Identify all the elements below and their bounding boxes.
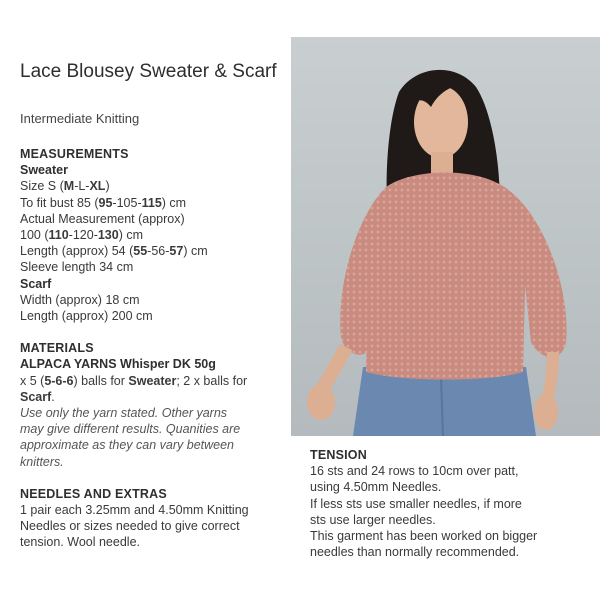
model-photo-illustration xyxy=(291,37,600,436)
sweater-heading: Sweater xyxy=(20,163,68,178)
model-photo xyxy=(291,37,600,436)
bust-line: To fit bust 85 (95-105-115) cm xyxy=(20,195,187,210)
yarn-quantity: x 5 (5-6-6) balls for Sweater; 2 x balls for xyxy=(20,373,248,388)
scarf-heading: Scarf xyxy=(20,276,52,291)
sleeve-length-line: Sleeve length 34 cm xyxy=(20,260,134,275)
yarn-note: Use only the yarn stated. Other yarns may give different results. Quanities are approximate as they can vary between knitters. xyxy=(20,406,241,469)
needles-heading: NEEDLES AND EXTRAS xyxy=(20,486,167,501)
tension-line: This garment has been worked on bigger xyxy=(310,529,538,544)
size-line: Size S (M-L-XL) xyxy=(20,179,110,194)
yarn-quantity-cont: Scarf. xyxy=(20,389,55,404)
actual-measurement-label: Actual Measurement (approx) xyxy=(20,211,185,226)
tension-line: If less sts use smaller needles, if more xyxy=(310,496,522,511)
needles-text: 1 pair each 3.25mm and 4.50mm Knitting Needles or sizes needed to give correct tension. Wool needle. xyxy=(20,503,249,550)
tension-heading: TENSION xyxy=(310,448,367,462)
scarf-width-line: Width (approx) 18 cm xyxy=(20,292,140,307)
skill-level: Intermediate Knitting xyxy=(20,111,140,126)
tension-line: needles than normally recommended. xyxy=(310,545,520,560)
actual-measurement-line: 100 (110-120-130) cm xyxy=(20,228,144,243)
tension-line: sts use larger needles. xyxy=(310,512,436,527)
tension-line: 16 sts and 24 rows to 10cm over patt, xyxy=(310,464,519,479)
sweater-measurements xyxy=(20,178,285,275)
length-line: Length (approx) 54 (55-56-57) cm xyxy=(20,244,208,259)
tension-line: using 4.50mm Needles. xyxy=(310,480,442,495)
scarf-length-line: Length (approx) 200 cm xyxy=(20,309,153,324)
materials-heading: MATERIALS xyxy=(20,341,94,356)
pattern-title: Lace Blousey Sweater & Scarf xyxy=(20,61,277,82)
tension-column xyxy=(310,447,590,560)
left-column xyxy=(20,146,285,551)
measurements-heading: MEASUREMENTS xyxy=(20,147,129,161)
yarn-name: ALPACA YARNS Whisper DK 50g xyxy=(20,357,216,372)
